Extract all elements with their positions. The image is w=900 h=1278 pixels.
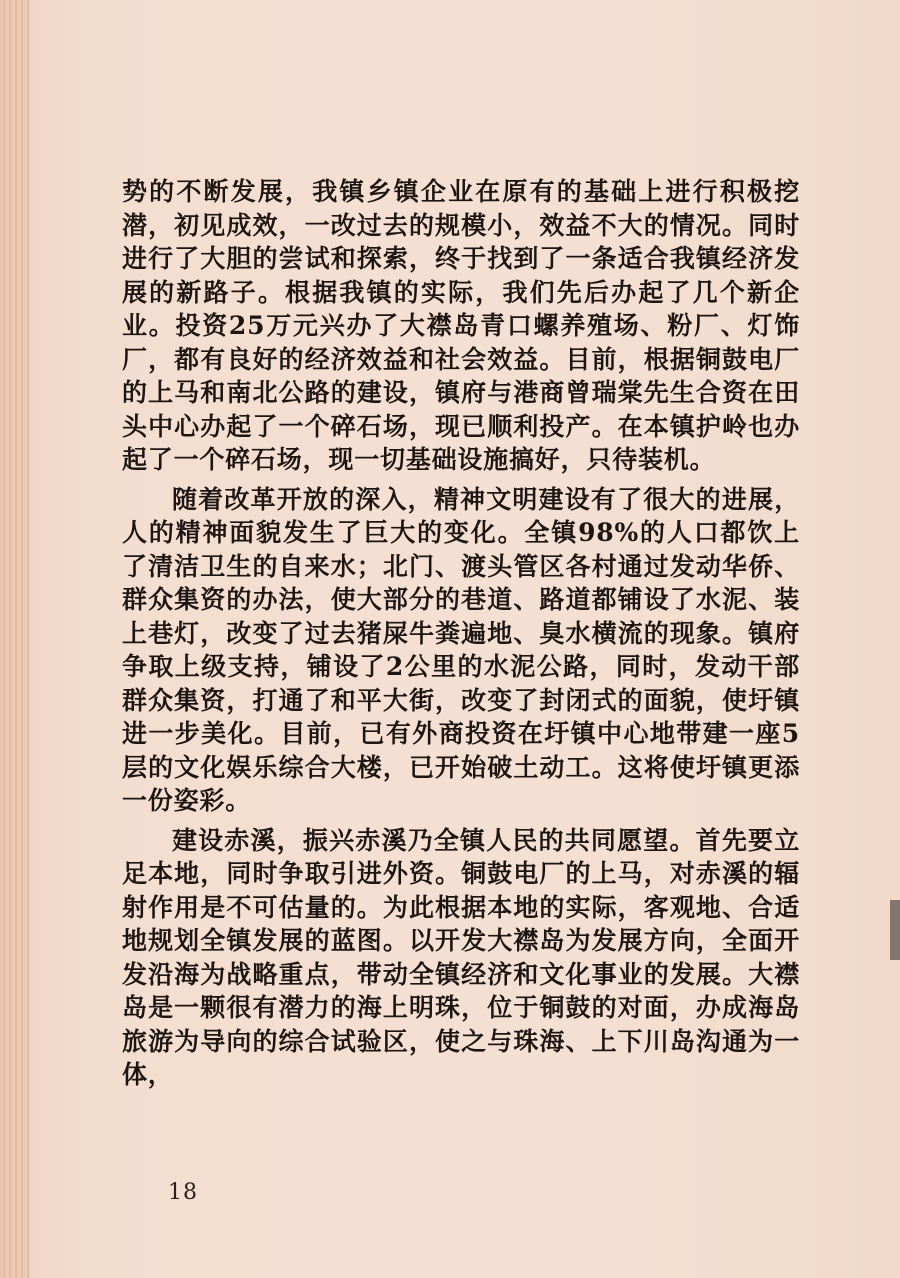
- page-number: 18: [168, 1180, 198, 1205]
- paragraph-1: 势的不断发展，我镇乡镇企业在原有的基础上进行积极挖潜，初见成效，一改过去的规模小，效益不大的情况。同时进行了大胆的尝试和探索，终于找到了一条适合我镇经济发展的新路子。根据我镇的实际，我们先后办起了几个新企业。投资25万元兴办了大襟岛青口螺养殖场、粉厂、灯饰厂，都有良好的经济效益和社会效益。目前，根据铜鼓电厂的上马和南北公路的建设，镇府与港商曾瑞棠先生合资在田头中心办起了一个碎石场，现已顺利投产。在本镇护岭也办起了一个碎石场，现一切基础设施搞好，只待装机。: [122, 177, 800, 474]
- paragraph-2: 随着改革开放的深入，精神文明建设有了很大的进展，人的精神面貌发生了巨大的变化。全镇98%的人口都饮上了清洁卫生的自来水；北门、渡头管区各村通过发动华侨、群众集资的办法，使大部分的巷道、路道都铺设了水泥、装上巷灯，改变了过去猪屎牛粪遍地、臭水横流的现象。镇府争取上级支持，铺设了2公里的水泥公路，同时，发动干部群众集资，打通了和平大街，改变了封闭式的面貌，使圩镇进一步美化。目前，已有外商投资在圩镇中心地带建一座5层的文化娱乐综合大楼，已开始破土动工。这将使圩镇更添一份姿彩。: [122, 484, 800, 815]
- scan-edge-mark: [890, 900, 900, 960]
- page-binding-edge: [0, 0, 30, 1278]
- body-text: [122, 175, 800, 1092]
- paragraph-3: 建设赤溪，振兴赤溪乃全镇人民的共同愿望。首先要立足本地，同时争取引进外资。铜鼓电厂的上马，对赤溪的辐射作用是不可估量的。为此根据本地的实际，客观地、合适地规划全镇发展的蓝图。以开发大襟岛为发展方向，全面开发沿海为战略重点，带动全镇经济和文化事业的发展。大襟岛是一颗很有潜力的海上明珠，位于铜鼓的对面，办成海岛旅游为导向的综合试验区，使之与珠海、上下川岛沟通为一体，: [122, 825, 800, 1089]
